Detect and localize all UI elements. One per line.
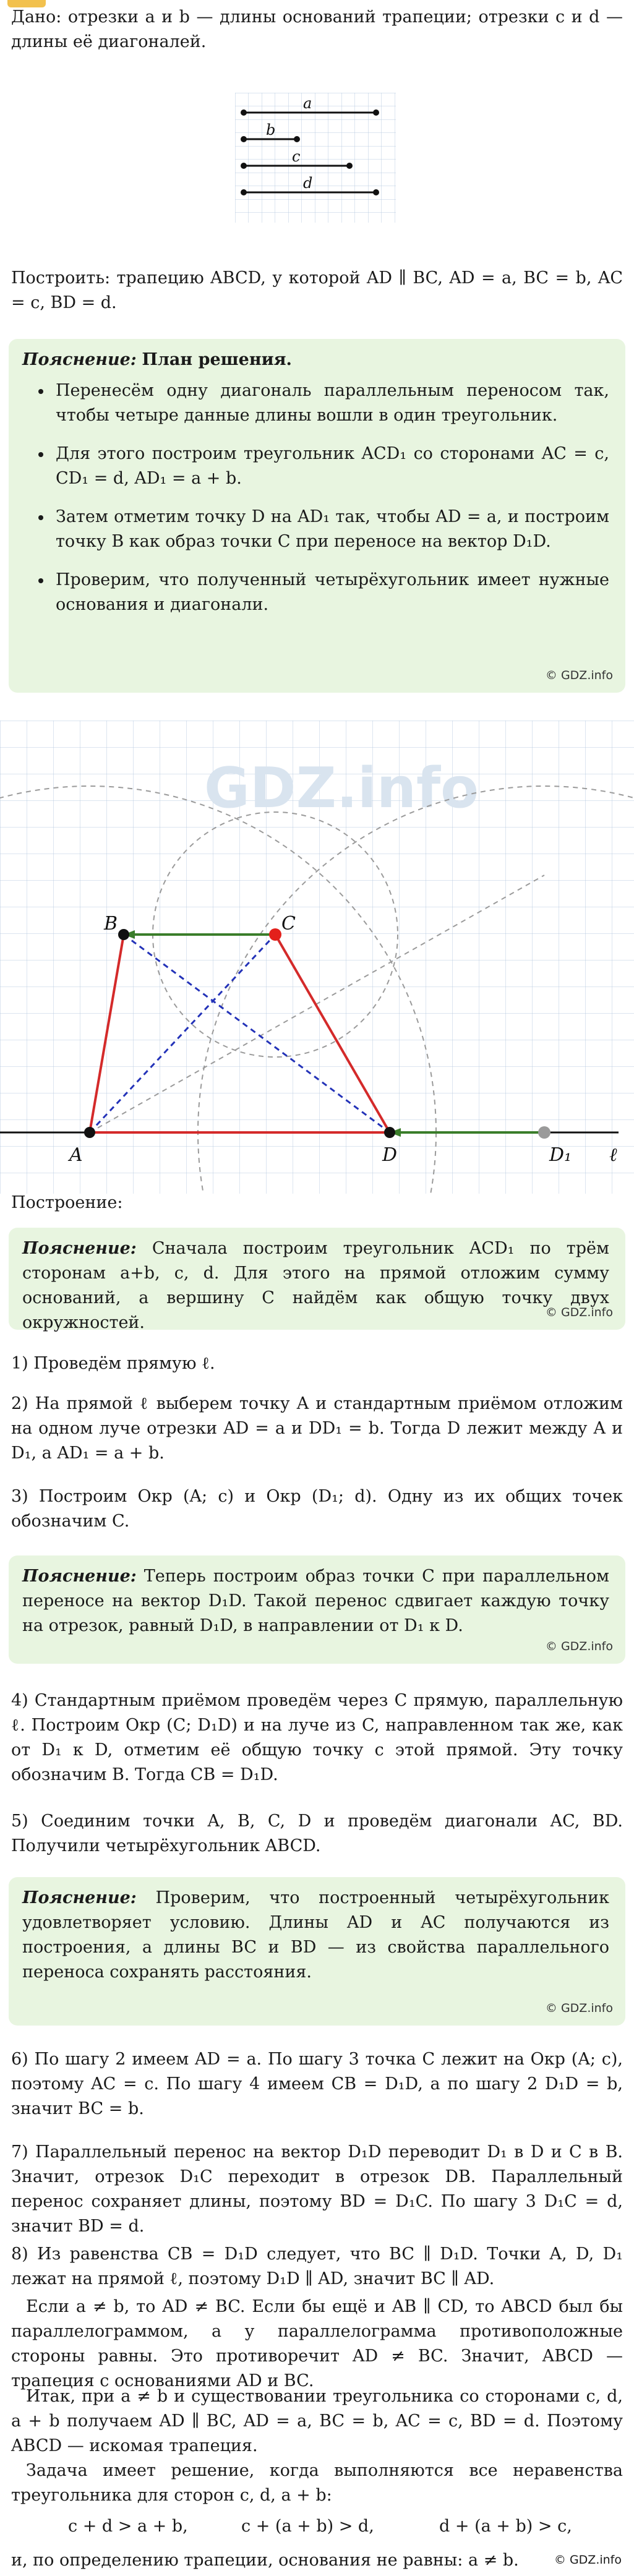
copyright: © GDZ.info	[554, 2553, 622, 2567]
explanation-lead: Пояснение:	[22, 1888, 137, 1907]
segment-label-c: c	[292, 148, 301, 165]
step-8-continued: Если a ≠ b, то AD ≠ BC. Если бы ещё и AB ∥ CD, то ABCD был бы параллелограммом, а у параллелограмма противоположные стороны равны. Это противоречит AD ≠ BC. Значит, ABCD — трапеция с основаниями AD и BC.	[11, 2297, 623, 2390]
construction-label: Построение:	[11, 1193, 123, 1212]
task-text: Построить: трапецию ABCD, у которой AD ∥ BC, AD = a, BC = b, AC = c, BD = d.	[11, 268, 623, 312]
label-d: D	[382, 1144, 398, 1166]
label-c: C	[281, 913, 296, 935]
plan-item: • Для этого построим треугольник ACD₁ со сторонами AC = c, CD₁ = d, AD₁ = a + b.	[52, 442, 609, 491]
plan-lead: Пояснение:	[22, 350, 137, 369]
plan-item: • Проверим, что полученный четырёхугольник имеет нужные основания и диагонали.	[52, 568, 609, 617]
label-b: B	[104, 913, 118, 935]
explanation-box	[9, 1877, 625, 2026]
final-statement: и, по определению трапеции, основания не равны: a ≠ b.	[11, 2551, 519, 2570]
conclusion: Итак, при a ≠ b и существовании треугольника со сторонами c, d, a + b получаем AD ∥ BC, AD = a, BC = b, AC = c, BD = d. Поэтому ABCD — искомая трапеция.	[11, 2387, 623, 2455]
inequality-3: d + (a + b) > c,	[439, 2517, 572, 2536]
step-4: 4) Стандартным приёмом проведём через C прямую, параллельную ℓ. Построим Окр (C; D₁D) и на луче из C, направленном так же, как от D₁ к D, отметим её общую точку с этой прямой. Эту точку обозначим B. Тогда CB = D₁D.	[11, 1691, 623, 1784]
given-text: Дано: отрезки a и b — длины оснований трапеции; отрезки c и d — длины её диагоналей.	[11, 7, 623, 51]
label-a: A	[69, 1144, 83, 1166]
segment-label-b: b	[266, 121, 276, 139]
point-a	[84, 1127, 95, 1138]
label-d1: D₁	[549, 1144, 572, 1166]
segment-label-a: a	[303, 95, 312, 112]
plan-item: • Затем отметим точку D на AD₁ так, чтобы AD = a, и построим точку B как образ точки C при переносе на вектор D₁D.	[52, 505, 609, 554]
plan-box	[9, 339, 625, 693]
step-3: 3) Построим Окр (A; c) и Окр (D₁; d). Одну из их общих точек обозначим C.	[11, 1487, 623, 1531]
point-d1	[538, 1126, 550, 1139]
explanation-text: Проверим, что построенный четырёхугольник удовлетворяет условию. Длины AD и AC получаются из построения, а длины BC и BD — из свойства параллельного переноса сохранять расстояния.	[22, 1888, 609, 1982]
point-c	[269, 928, 281, 941]
step-7: 7) Параллельный перенос на вектор D₁D переводит D₁ в D и C в B. Значит, отрезок D₁C переходит в отрезок DB. Параллельный перенос сохраняет длины, поэтому BD = D₁C. По шагу 3 D₁C = d, значит BD = d.	[11, 2142, 623, 2236]
copyright: © GDZ.info	[545, 1306, 613, 1319]
explanation-text: Сначала построим треугольник ACD₁ по трём сторонам a+b, c, d. Для этого на прямой отложим сумму оснований, а вершину C найдём как общую точку двух окружностей.	[22, 1239, 609, 1332]
label-l: ℓ	[609, 1144, 617, 1166]
inequality-1: c + d > a + b,	[68, 2517, 188, 2536]
point-d	[384, 1127, 395, 1138]
construction-figure	[0, 721, 634, 1194]
step-6: 6) По шагу 2 имеем AD = a. По шагу 3 точка C лежит на Окр (A; c), поэтому AC = c. По шагу 4 имеем CB = D₁D, а по шагу 2 D₁D = b, значит BC = b.	[11, 2050, 623, 2118]
inequality-2: c + (a + b) > d,	[241, 2517, 374, 2536]
solvability-condition: Задача имеет решение, когда выполняются все неравенства треугольника для сторон c, d, a + b:	[11, 2461, 623, 2505]
copyright: © GDZ.info	[545, 669, 613, 682]
copyright: © GDZ.info	[545, 2001, 613, 2015]
step-8: 8) Из равенства CB = D₁D следует, что BC ∥ D₁D. Точки A, D, D₁ лежат на прямой ℓ, поэтому D₁D ∥ AD, значит BC ∥ AD.	[11, 2244, 623, 2288]
copyright: © GDZ.info	[545, 1640, 613, 1653]
plan-list	[22, 379, 609, 617]
segment-label-d: d	[303, 174, 313, 192]
explanation-lead: Пояснение:	[22, 1239, 137, 1258]
explanation-box	[9, 1555, 625, 1664]
plan-item: • Перенесём одну диагональ параллельным переносом так, чтобы четыре данные длины вошли в один треугольник.	[52, 379, 609, 428]
step-2: 2) На прямой ℓ выберем точку A и стандартным приёмом отложим на одном луче отрезки AD = a и DD₁ = b. Тогда D лежит между A и D₁, а AD₁ = a + b.	[11, 1394, 623, 1463]
watermark: GDZ.info	[204, 756, 479, 821]
explanation-text: Теперь построим образ точки C при параллельном переносе на вектор D₁D. Такой перенос сдвигает каждую точку на отрезок, равный D₁D, в направлении от D₁ к D.	[22, 1567, 609, 1635]
step-5: 5) Соединим точки A, B, C, D и проведём диагонали AC, BD. Получили четырёхугольник ABCD.	[11, 1812, 623, 1855]
plan-title: План решения.	[142, 350, 292, 369]
explanation-lead: Пояснение:	[22, 1567, 137, 1586]
point-b	[118, 929, 129, 940]
segments-figure	[235, 93, 396, 223]
step-1: 1) Проведём прямую ℓ.	[11, 1354, 215, 1373]
explanation-box	[9, 1228, 625, 1330]
